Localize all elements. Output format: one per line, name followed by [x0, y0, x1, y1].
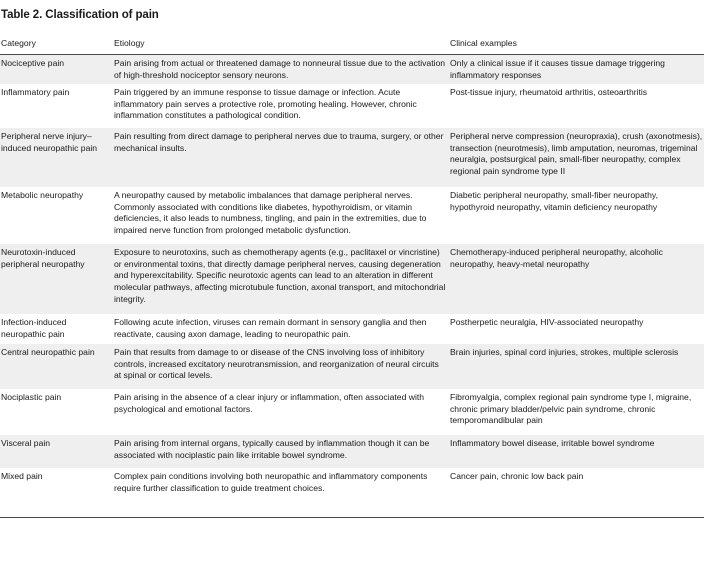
- etiology-cell: Complex pain conditions involving both neuropathic and inflammatory components require further classification to guide treatment choices.: [114, 471, 428, 493]
- table-row: [0, 55, 704, 85]
- category-cell: Metabolic neuropathy: [1, 190, 84, 201]
- clinical-examples-cell: Brain injuries, spinal cord injuries, strokes, multiple sclerosis: [450, 344, 704, 389]
- etiology-cell: Pain arising in the absence of a clear injury or inflammation, often associated with psychological and emotional factors.: [114, 392, 425, 414]
- clinical-examples-cell: Only a clinical issue if it causes tissue damage triggering inflammatory responses: [450, 55, 704, 85]
- clinical-examples-cell: Inflammatory bowel disease, irritable bowel syndrome: [450, 435, 704, 468]
- etiology-cell: Pain triggered by an immune response to tissue damage or infection. Acute inflammatory pain serves a protective role, promoting healing. However, chronic inflammation constitutes a pathological condition.: [114, 87, 417, 121]
- category-cell: Central neuropathic pain: [0, 344, 111, 389]
- column-header-clinical-examples: Clinical examples: [450, 35, 704, 55]
- etiology-cell: Pain resulting from direct damage to peripheral nerves due to trauma, surgery, or other mechanical insults.: [111, 128, 450, 187]
- clinical-examples-cell: Cancer pain, chronic low back pain: [450, 471, 584, 482]
- table-row: [0, 244, 704, 314]
- etiology-cell: Pain arising from actual or threatened damage to nonneural tissue due to the activation of high-threshold nociceptor sensory neurons.: [111, 55, 450, 85]
- category-cell: Peripheral nerve injury–induced neuropathic pain: [0, 128, 111, 187]
- clinical-examples-cell: Peripheral nerve compression (neuropraxia), crush (axonotmesis), transection (neurotmesis), limb amputation, neuromas, trigeminal neuralgia, postsurgical pain, small-fiber neuropathy, complex regional pain syndrome type II: [450, 128, 704, 187]
- category-cell: Inflammatory pain: [1, 87, 70, 98]
- table-row: [0, 128, 704, 187]
- etiology-cell: Exposure to neurotoxins, such as chemotherapy agents (e.g., paclitaxel or vincristine) or environmental toxins, that directly damage peripheral nerves, causing degeneration and hyperexcitability. Specific neurotoxic agents can lead to an alteration in different molecular pathways, affecting microtubule function, axonal transport, and mitochondrial integrity.: [111, 244, 450, 314]
- table-title: Table 2. Classification of pain: [1, 9, 159, 21]
- category-cell: Mixed pain: [1, 471, 43, 482]
- category-cell: Infection-induced neuropathic pain: [1, 317, 67, 339]
- table-row: [0, 84, 704, 128]
- table-row: [0, 435, 704, 468]
- category-cell: Nociceptive pain: [0, 55, 111, 85]
- category-cell: Neurotoxin-induced peripheral neuropathy: [0, 244, 111, 314]
- category-cell: Nociplastic pain: [1, 392, 62, 403]
- table-row: [0, 187, 704, 244]
- column-header-category: Category: [0, 35, 111, 55]
- table-header-row: [0, 35, 704, 55]
- table-row: [0, 468, 704, 500]
- etiology-cell: Pain that results from damage to or disease of the CNS involving loss of inhibitory controls, increased excitatory neurotransmission, and reorganization of neural circuits at spinal or cortical levels.: [111, 344, 450, 389]
- pain-classification-table: [0, 35, 704, 500]
- clinical-examples-cell: Chemotherapy-induced peripheral neuropathy, alcoholic neuropathy, heavy-metal neuropathy: [450, 244, 704, 314]
- etiology-cell: Following acute infection, viruses can remain dormant in sensory ganglia and then reactivate, causing axon damage, leading to neuropathic pain.: [114, 317, 427, 339]
- clinical-examples-cell: Postherpetic neuralgia, HIV-associated neuropathy: [450, 317, 644, 328]
- clinical-examples-cell: Diabetic peripheral neuropathy, small-fiber neuropathy, hypothyroid neuropathy, vitamin deficiency neuropathy: [450, 190, 658, 212]
- table-row: [0, 389, 704, 435]
- table-bottom-rule: [0, 517, 704, 518]
- clinical-examples-cell: Fibromyalgia, complex regional pain syndrome type I, migraine, chronic primary bladder/pelvic pain syndrome, chronic temporomandibular pain: [450, 392, 692, 426]
- clinical-examples-cell: Post-tissue injury, rheumatoid arthritis, osteoarthritis: [450, 87, 648, 98]
- table-row: [0, 314, 704, 344]
- etiology-cell: A neuropathy caused by metabolic imbalances that damage peripheral nerves. Commonly associated with conditions like diabetes, hypothyroidism, or vitamin deficiencies, it also leads to numbness, tingling, and pain in the extremities, due to impaired nerve function from prolonged metabolic dysfunction.: [114, 190, 427, 235]
- table-row: [0, 344, 704, 389]
- column-header-etiology: Etiology: [111, 35, 450, 55]
- etiology-cell: Pain arising from internal organs, typically caused by inflammation though it can be associated with nociplastic pain like irritable bowel syndrome.: [111, 435, 450, 468]
- category-cell: Visceral pain: [0, 435, 111, 468]
